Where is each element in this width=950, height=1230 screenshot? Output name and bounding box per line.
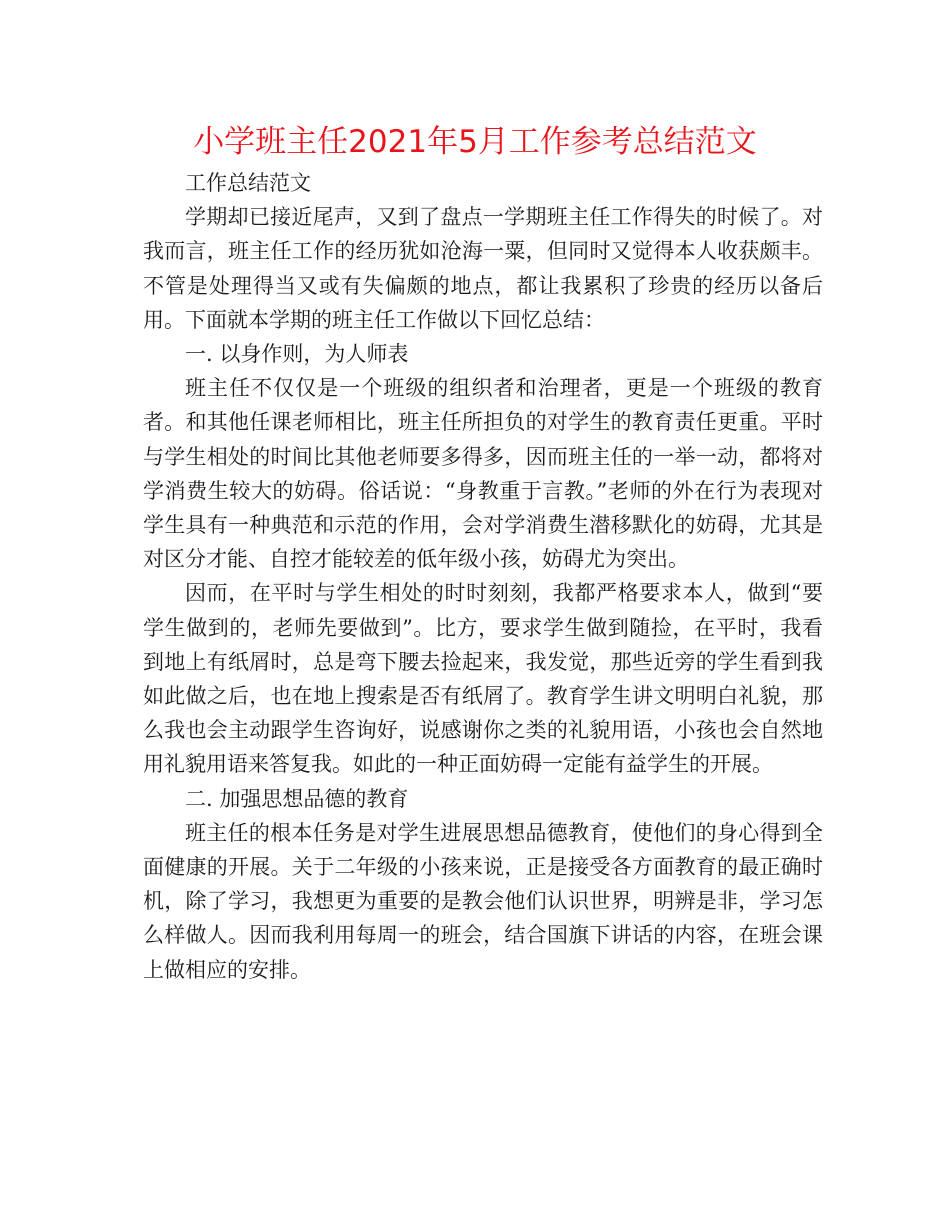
section-heading-1: 一. 以身作则，为人师表 (185, 342, 409, 367)
paragraph-subtitle: 工作总结范文 (185, 171, 311, 195)
paragraph-section-2: 班主任的根本任务是对学生进展思想品德教育，使他们的身心得到全面健康的开展。关于二年级的小孩来说，正是接受各方面教育的最正确时机，除了学习，我想更为重要的是教会他们认识世界，明辨是非，学习怎么样做人。因而我利用每周一的班会，结合国旗下讲话的内容，在班会课上做相应的安排。 (143, 820, 823, 982)
paragraph-intro: 学期却已接近尾声，又到了盘点一学期班主任工作得失的时候了。对我而言，班主任工作的经历犹如沧海一粟，但同时又觉得本人收获颇丰。不管是处理得当又或有失偏颇的地点，都让我累积了珍贵的经历以备后用。下面就本学期的班主任工作做以下回忆总结： (143, 205, 823, 332)
paragraph-section-1: 班主任不仅仅是一个班级的组织者和治理者，更是一个班级的教育者。和其他任课老师相比，班主任所担负的对学生的教育责任更重。平时与学生相处的时间比其他老师要多得多，因而班主任的一举一动，都将对学消费生较大的妨碍。俗话说：“身教重于言教。”老师的外在行为表现对学生具有一种典范和示范的作用，会对学消费生潜移默化的妨碍，尤其是对区分才能、自控才能较差的低年级小孩，妨碍尤为突出。 (143, 376, 823, 572)
paragraph-example: 因而，在平时与学生相处的时时刻刻，我都严格要求本人，做到“要学生做到的，老师先要做到”。比方，要求学生做到随捡，在平时，我看到地上有纸屑时，总是弯下腰去捡起来，我发觉，那些近旁的学生看到我如此做之后，也在地上搜索是否有纸屑了。教育学生讲文明明白礼貌，那么我也会主动跟学生咨询好，说感谢你之类的礼貌用语，小孩也会自然地用礼貌用语来答复我。如此的一种正面妨碍一定能有益学生的开展。 (143, 581, 823, 777)
document-body (143, 166, 823, 987)
document-title: 小学班主任2021年5月工作参考总结范文 (193, 124, 757, 160)
section-heading-2: 二. 加强思想品德的教育 (185, 786, 409, 811)
